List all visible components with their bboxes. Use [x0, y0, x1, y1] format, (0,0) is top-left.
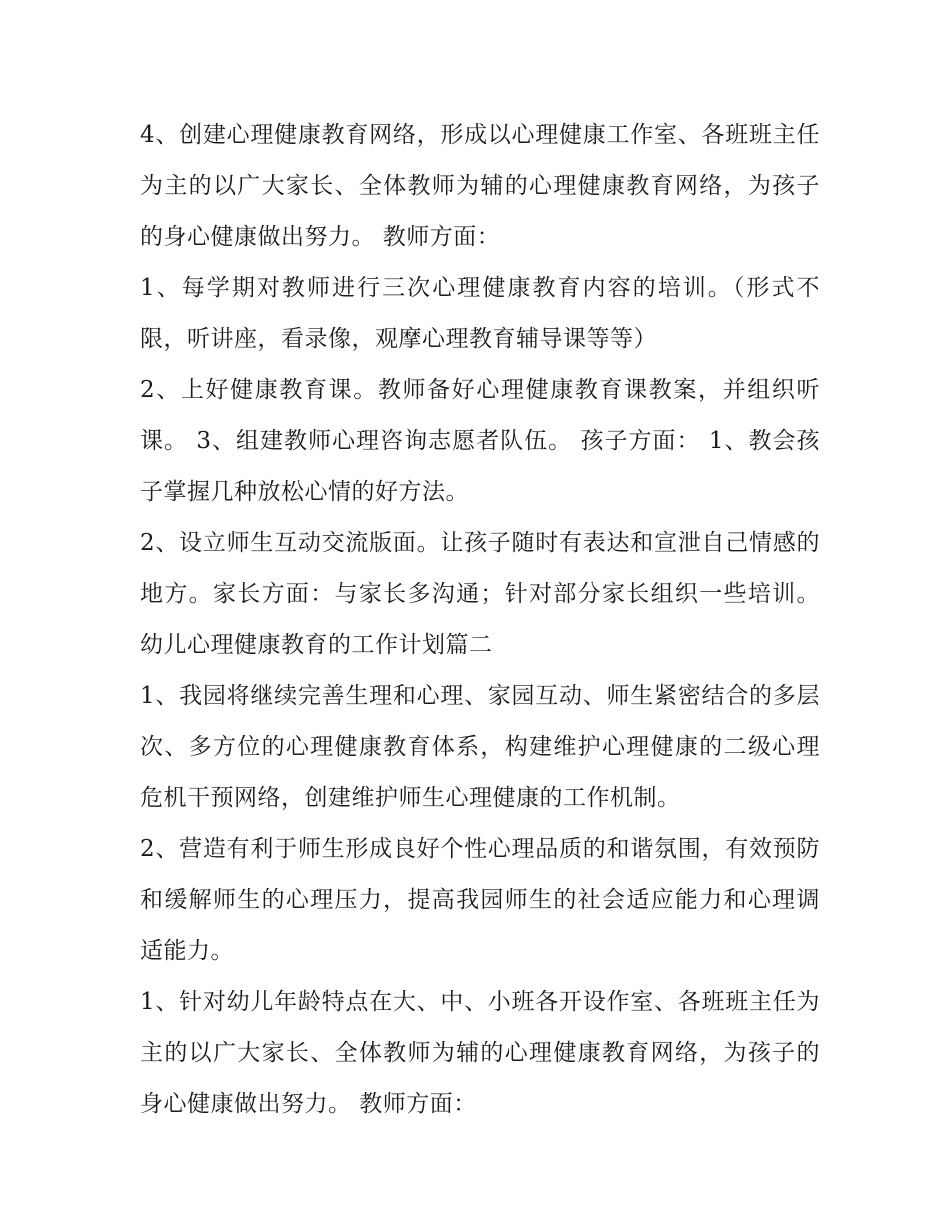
- paragraph-4: 2、设立师生互动交流版面。让孩子随时有表达和宣泄自己情感的地方。家长方面：与家长多沟通；针对部分家长组织一些培训。 幼儿心理健康教育的工作计划篇二: [140, 530, 820, 658]
- paragraph-5: 1、我园将继续完善生理和心理、家园互动、师生紧密结合的多层次、多方位的心理健康教育体系，构建维护心理健康的二级心理危机干预网络，创建维护师生心理健康的工作机制。: [140, 683, 820, 811]
- paragraph-3: 2、上好健康教育课。教师备好心理健康教育课教案，并组织听课。 3、组建教师心理咨询志愿者队伍。 孩子方面： 1、教会孩子掌握几种放松心情的好方法。: [140, 377, 820, 505]
- paragraph-2: 1、每学期对教师进行三次心理健康教育内容的培训。（形式不限，听讲座，看录像，观摩心理教育辅导课等等）: [140, 275, 820, 352]
- paragraph-6: 2、营造有利于师生形成良好个性心理品质的和谐氛围，有效预防和缓解师生的心理压力，提高我园师生的社会适应能力和心理调适能力。: [140, 836, 820, 964]
- paragraph-7: 1、针对幼儿年龄特点在大、中、小班各开设作室、各班班主任为主的以广大家长、全体教师为辅的心理健康教育网络，为孩子的身心健康做出努力。 教师方面：: [140, 989, 820, 1117]
- paragraph-1: 4、创建心理健康教育网络，形成以心理健康工作室、各班班主任为主的以广大家长、全体教师为辅的心理健康教育网络，为孩子的身心健康做出努力。 教师方面：: [140, 122, 820, 250]
- document-body: [140, 110, 820, 1130]
